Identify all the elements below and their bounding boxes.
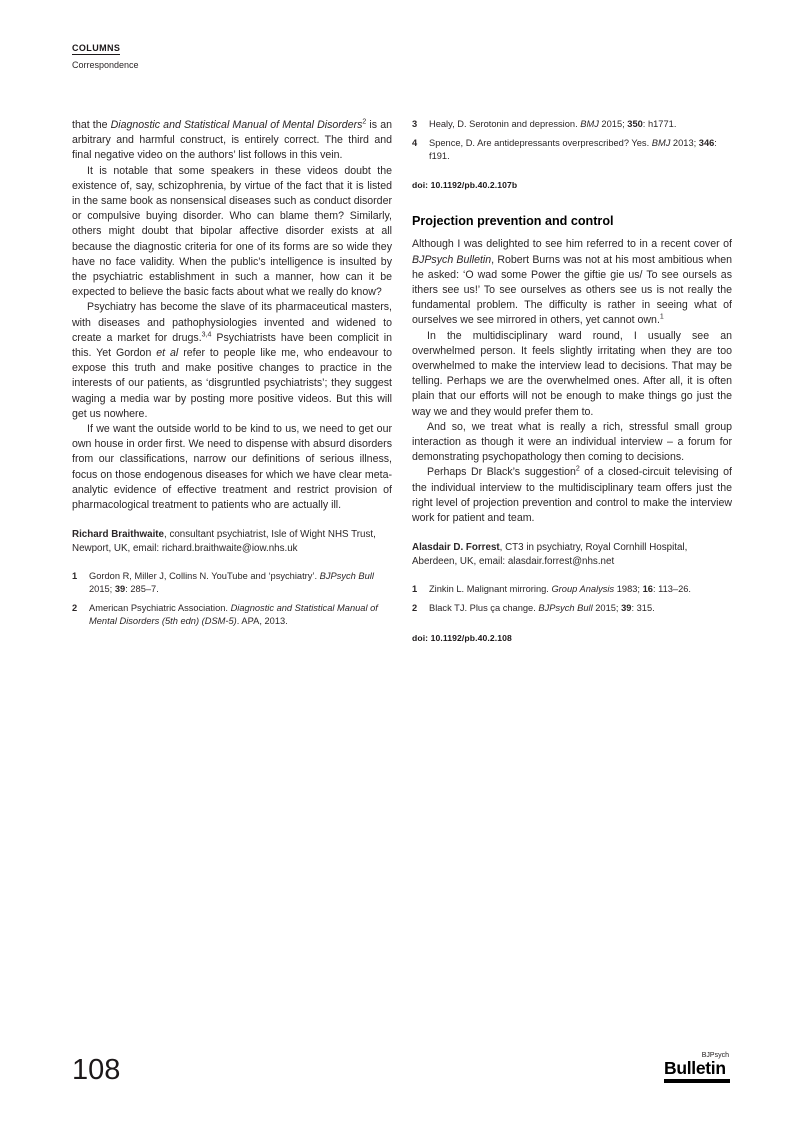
reference-text: American Psychiatric Association. Diagnostic and Statistical Manual of Mental Disorders (5th edn) (DSM-5). APA, 2013.	[89, 603, 378, 626]
doi-text: doi: 10.1192/pb.40.2.107b	[412, 180, 518, 191]
reference-item	[412, 583, 732, 596]
reference-number: 2	[412, 603, 418, 614]
body-paragraph: Psychiatry has become the slave of its pharmaceutical masters, with diseases and pathophysiologies invented and widened to create a market for drugs.$^{3,4}$ Psychiatrists have been complicit in this. Yet Gordon et al refer to people like me, who endeavour to expose this truth and make positive changes to practice in the interests of our patients, as ‘disgruntled psychiatrists’; they suggest waging a media war by posting more positive videos. But this will get us nowhere.	[72, 301, 392, 420]
reference-number: 1	[412, 584, 418, 595]
reference-number: 4	[412, 137, 418, 148]
reference-item	[412, 137, 732, 163]
body-paragraph: It is notable that some speakers in these videos doubt the existence of, say, schizophrenia, by virtue of the fact that it is listed in the same book as nonsensical diseases such as conduct disorder or compulsive buying disorder. Who can blame them? Similarly, others might doubt that bipolar affective disorder exists at all because the diagnostic criteria for one of its forms are so wide they have no face validity. When the public’s intelligence is insulted by the psychiatric establishment in such a manner, how can it be expected to believe the basic facts about what we really do know?	[72, 164, 392, 299]
article-title: Projection prevention and control	[412, 214, 614, 229]
author-signature: Alasdair D. Forrest, CT3 in psychiatry, Royal Cornhill Hospital, Aberdeen, UK, email: alasdair.forrest@nhs.net	[412, 542, 688, 567]
logo-bar	[664, 1079, 730, 1083]
masthead	[72, 38, 139, 70]
reference-item	[72, 602, 392, 628]
reference-number: 3	[412, 119, 418, 129]
body-paragraph: Perhaps Dr Black’s suggestion$^2$ of a closed-circuit televising of the individual interview to the multidisciplinary team offers just the right level of projection prevention and control to make the interview work for patient and team.	[412, 465, 732, 525]
reference-text: Black TJ. Plus ça change. BJPsych Bull 2015; 39: 315.	[429, 603, 655, 614]
body-paragraph: Although I was delighted to see him referred to in a recent cover of BJPsych Bulletin, Robert Burns was not at his most ambitious when he asked: ‘O wad some Power the giftie gie us/ To see oursels as ithers see us!’ To see ourselves as others see us is not really the fundamental problem. The difficulty is rather in seeing what of ourselves we see mirrored in others, yet cannot own.$^1$	[412, 238, 733, 327]
reference-number: 1	[72, 571, 78, 582]
body-paragraph: that the Diagnostic and Statistical Manual of Mental Disorders$^2$ is an arbitrary and harmful construct, is entirely correct. The third and final negative video on the authors’ list follows in this vein.	[72, 118, 392, 162]
bulletin-label: Bulletin	[664, 1058, 726, 1078]
reference-list	[412, 118, 732, 162]
reference-text: Spence, D. Are antidepressants overprescribed? Yes. BMJ 2013; 346: f191.	[429, 137, 717, 161]
body-paragraph: In the multidisciplinary ward round, I usually see an overwhelmed person. It feels slightly irritating when they are too overwhelmed to make the interview lead to decisions. That may be telling. Perhaps we are the overwhelmed ones. After all, it is often plain that our efforts will not be enough to make things go just the way we and they would prefer them to.	[412, 329, 732, 418]
page-number: 108	[72, 1054, 121, 1086]
author-signature: Richard Braithwaite, consultant psychiatrist, Isle of Wight NHS Trust, Newport, UK, email: richard.braithwaite@iow.nhs.uk	[72, 529, 376, 554]
reference-text: Gordon R, Miller J, Collins N. YouTube and ‘psychiatry’. BJPsych Bull 2015; 39: 285–7.	[89, 571, 374, 595]
reference-item	[72, 570, 392, 596]
reference-text: Zinkin L. Malignant mirroring. Group Analysis 1983; 16: 113–26.	[429, 584, 692, 595]
reference-list	[412, 583, 732, 615]
body-columns	[72, 118, 732, 643]
bjpsych-label: BJPsych	[701, 1052, 729, 1059]
section-title: Correspondence	[72, 60, 139, 70]
reference-text: Healy, D. Serotonin and depression. BMJ 2015; 350: h1771.	[429, 119, 677, 129]
doi-text: doi: 10.1192/pb.40.2.108	[412, 633, 512, 644]
reference-item	[412, 602, 732, 615]
left-column	[72, 118, 392, 643]
section-kicker: COLUMNS	[72, 43, 121, 53]
body-paragraph: If we want the outside world to be kind to us, we need to get our own house in order first. We need to dispense with absurd disorders from our classifications, narrow our definitions of serious illness, focus on those endogenous diseases for which we have clear meta-analytic evidence of effective treatment and restrict provision of pharmacological treatment to patients who are actually ill.	[72, 423, 392, 512]
reference-list	[72, 570, 392, 627]
reference-number: 2	[72, 603, 78, 614]
right-column	[412, 118, 732, 643]
body-paragraph: And so, we treat what is really a rich, stressful small group interaction as though it were an individual interview – a forum for demonstrating psychopathology then coming to decisions.	[412, 420, 732, 464]
journal-logo	[664, 1052, 730, 1083]
reference-item	[412, 118, 732, 131]
